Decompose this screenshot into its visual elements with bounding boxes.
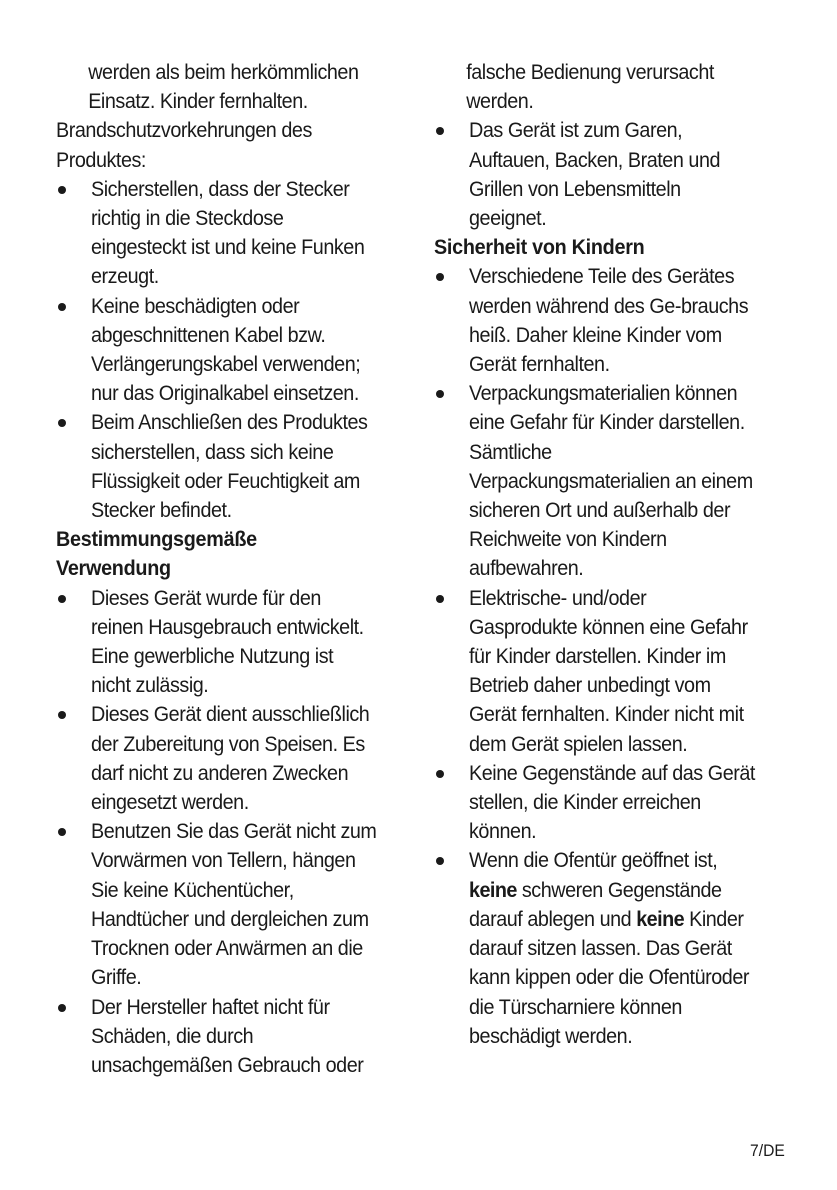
bullet-icon <box>436 390 444 398</box>
fire-intro-line: Produktes: <box>56 147 146 172</box>
section-heading: Verwendung <box>56 556 171 581</box>
text-line: Sicherstellen, dass der Stecker <box>91 176 350 201</box>
text-line: reinen Hausgebrauch entwickelt. <box>91 614 364 639</box>
text-line: eine Gefahr für Kinder darstellen. <box>469 410 745 435</box>
list-item <box>434 379 794 583</box>
text-span: Kinder <box>684 906 744 931</box>
text-line: eingesteckt ist und keine Funken <box>91 235 365 260</box>
text-line: Vorwärmen von Tellern, hängen <box>91 848 356 873</box>
text-line: Handtücher und dergleichen zum <box>91 906 369 931</box>
text-line: geeignet. <box>469 206 547 231</box>
text-line: richtig in die Steckdose <box>91 206 284 231</box>
text-line: Reichweite von Kindern <box>469 527 667 552</box>
text-line: Beim Anschließen des Produktes <box>91 410 368 435</box>
bullet-icon <box>436 595 444 603</box>
text-span: darauf ablegen und <box>469 906 637 931</box>
list-item <box>434 584 794 759</box>
text-line: nicht zulässig. <box>91 673 209 698</box>
list-item <box>434 116 794 233</box>
list-item <box>56 817 416 992</box>
bullet-icon <box>436 857 444 865</box>
list-item <box>56 993 416 1081</box>
bullet-icon <box>58 1004 66 1012</box>
text-line: stellen, die Kinder erreichen <box>469 790 701 815</box>
text-line: Auftauen, Backen, Braten und <box>469 147 721 172</box>
text-line: Elektrische- und/oder <box>469 585 647 610</box>
list-item <box>434 759 794 847</box>
text-line: erzeugt. <box>91 264 159 289</box>
text-line: sicheren Ort und außerhalb der <box>469 498 731 523</box>
bullet-icon <box>58 595 66 603</box>
bullet-icon <box>58 711 66 719</box>
text-line: kann kippen oder die Ofentüroder <box>469 965 749 990</box>
page-number: 7/DE <box>750 1141 785 1160</box>
text-line: Eine gewerbliche Nutzung ist <box>91 644 334 669</box>
text-line: Verpackungsmaterialien können <box>469 381 738 406</box>
bullet-icon <box>58 419 66 427</box>
text-line: die Türscharniere können <box>469 994 682 1019</box>
text-line: eingesetzt werden. <box>91 790 249 815</box>
text-line: Der Hersteller haftet nicht für <box>91 994 330 1019</box>
section-heading: Sicherheit von Kindern <box>434 235 645 260</box>
text-line <box>469 905 768 934</box>
text-line: Einsatz. Kinder fernhalten. <box>88 89 308 114</box>
text-line: darauf sitzen lassen. Das Gerät <box>469 936 732 961</box>
keyword-emphasis: keine <box>636 906 685 931</box>
text-line: Sämtliche <box>469 439 552 464</box>
text-line: Schäden, die durch <box>91 1023 254 1048</box>
keyword-emphasis: keine <box>469 877 517 902</box>
left-column <box>56 58 416 1080</box>
text-line: Dieses Gerät dient ausschließlich <box>91 702 370 727</box>
text-line: falsche Bedienung verursacht <box>466 60 714 84</box>
text-line: Betrieb daher unbedingt vom <box>469 673 711 698</box>
text-line: dem Gerät spielen lassen. <box>469 731 688 756</box>
text-line: Trocknen oder Anwärmen an die <box>91 936 363 961</box>
list-item <box>56 584 416 701</box>
text-line: Verlängerungskabel verwenden; <box>91 352 361 377</box>
text-line: Das Gerät ist zum Garen, <box>469 118 683 143</box>
text-span: schweren Gegenstände <box>516 877 722 902</box>
text-line: Wenn die Ofentür geöffnet ist, <box>469 848 718 873</box>
section-heading: Bestimmungsgemäße <box>56 527 257 552</box>
right-column <box>434 58 794 1051</box>
text-line <box>469 876 768 905</box>
text-line: beschädigt werden. <box>469 1023 633 1048</box>
fire-intro-line: Brandschutzvorkehrungen des <box>56 118 312 143</box>
list-item <box>434 846 794 1050</box>
text-line: Gasprodukte können eine Gefahr <box>469 614 748 639</box>
text-line: abgeschnittenen Kabel bzw. <box>91 322 326 347</box>
text-line: werden während des Ge-brauchs <box>469 293 749 318</box>
list-item <box>56 292 416 409</box>
list-item <box>56 700 416 817</box>
text-line: Verschiedene Teile des Gerätes <box>469 264 735 289</box>
text-line: für Kinder darstellen. Kinder im <box>469 644 726 669</box>
text-line: Griffe. <box>91 965 142 990</box>
bullet-icon <box>436 273 444 281</box>
text-line: werden als beim herkömmlichen <box>88 60 359 84</box>
bullet-icon <box>58 828 66 836</box>
text-line: unsachgemäßen Gebrauch oder <box>91 1052 364 1077</box>
text-line: sicherstellen, dass sich keine <box>91 439 334 464</box>
bullet-icon <box>58 186 66 194</box>
text-line: Keine beschädigten oder <box>91 293 300 318</box>
list-item <box>56 175 416 292</box>
text-line: Sie keine Küchentücher, <box>91 877 294 902</box>
text-line: Verpackungsmaterialien an einem <box>469 468 753 493</box>
text-line: werden. <box>466 89 534 114</box>
text-line: nur das Originalkabel einsetzen. <box>91 381 359 406</box>
bullet-icon <box>436 127 444 135</box>
text-line: Stecker befindet. <box>91 498 232 523</box>
text-line: aufbewahren. <box>469 556 584 581</box>
text-line: Flüssigkeit oder Feuchtigkeit am <box>91 468 360 493</box>
text-line: Keine Gegenstände auf das Gerät <box>469 760 755 785</box>
text-line: darf nicht zu anderen Zwecken <box>91 760 349 785</box>
bullet-icon <box>58 303 66 311</box>
list-item <box>434 262 794 379</box>
text-line: können. <box>469 819 537 844</box>
text-line: Gerät fernhalten. <box>469 352 610 377</box>
text-line: der Zubereitung von Speisen. Es <box>91 731 365 756</box>
text-line: heiß. Daher kleine Kinder vom <box>469 322 722 347</box>
text-line: Grillen von Lebensmitteln <box>469 176 681 201</box>
list-item <box>56 408 416 525</box>
text-line: Gerät fernhalten. Kinder nicht mit <box>469 702 744 727</box>
text-line: Dieses Gerät wurde für den <box>91 585 321 610</box>
text-line: Benutzen Sie das Gerät nicht zum <box>91 819 377 844</box>
bullet-icon <box>436 770 444 778</box>
